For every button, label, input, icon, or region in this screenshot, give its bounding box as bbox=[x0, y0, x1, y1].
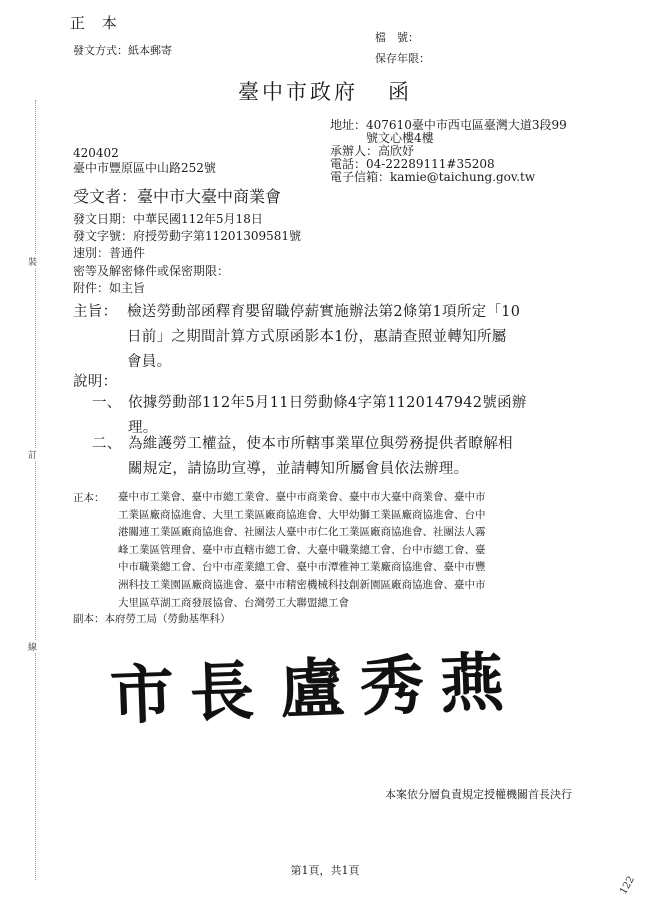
speed-label: 速別： bbox=[73, 246, 110, 260]
address-label: 地址： bbox=[330, 118, 367, 132]
mayor-signature bbox=[108, 644, 522, 735]
explanation-line: 關規定，請協助宣導，並請轉知所屬會員依法辦理。 bbox=[128, 461, 469, 477]
attachment-value: 如主旨 bbox=[109, 281, 146, 295]
number-label: 發文字號： bbox=[73, 229, 134, 243]
date-label: 發文日期： bbox=[73, 212, 134, 226]
copy-mark: 正 本 bbox=[70, 14, 123, 32]
send-method-value: 紙本郵寄 bbox=[128, 44, 172, 57]
recipient-street: 臺中市豐原區中山路252號 bbox=[73, 161, 216, 175]
signature-name: 盧秀燕 bbox=[278, 644, 522, 729]
copy-value: 本府勞工局（勞動基準科） bbox=[104, 613, 231, 625]
address-line2: 號文心樓4樓 bbox=[366, 131, 434, 145]
phone-label: 電話： bbox=[330, 157, 367, 171]
document-number bbox=[73, 229, 301, 243]
phone-value: 04-22289111#35208 bbox=[366, 157, 495, 171]
send-date bbox=[73, 212, 263, 226]
recipient-line bbox=[73, 187, 281, 207]
contact-person bbox=[330, 144, 414, 158]
email-value: kamie@taichung.gov.tw bbox=[390, 170, 536, 184]
corner-mark: 122 bbox=[618, 874, 638, 897]
file-number-label: 檔 號： bbox=[375, 31, 419, 44]
authorization-note: 本案依分層負責規定授權機關首長決行 bbox=[385, 788, 572, 801]
recipient-postcode: 420402 bbox=[73, 146, 119, 160]
date-value: 中華民國112年5月18日 bbox=[133, 212, 263, 226]
signature-title: 市長 bbox=[108, 653, 272, 735]
subject-label: 主旨： bbox=[73, 304, 118, 320]
binding-line bbox=[35, 100, 37, 880]
subject-line: 檢送勞動部函釋育嬰留職停薪實施辦法第2條第1項所定「10 bbox=[127, 304, 521, 320]
contact-value: 高欣妤 bbox=[378, 144, 415, 158]
recipient-label: 受文者： bbox=[73, 187, 138, 206]
title-org: 臺中市政府 bbox=[238, 80, 358, 104]
cc-label: 正本： bbox=[73, 492, 105, 504]
page-number: 第1頁，共1頁 bbox=[290, 864, 360, 877]
document-title bbox=[0, 76, 650, 106]
cc-line: 港關連工業區廠商協進會、社團法人臺中市仁化工業區廠商協進會、社團法人霧 bbox=[118, 526, 486, 539]
sender-address bbox=[330, 118, 567, 132]
explanation-item-2 bbox=[128, 432, 513, 482]
copy-recipient bbox=[73, 613, 231, 626]
cc-line: 臺中市工業會、臺中市總工業會、臺中市商業會、臺中市大臺中商業會、臺中市 bbox=[118, 491, 486, 503]
explanation-line: 理。 bbox=[128, 420, 158, 436]
cc-line: 洲科技工業園區廠商協進會、臺中市精密機械科技創新園區廠商協進會、臺中市 bbox=[118, 578, 486, 591]
cc-line: 峰工業區管理會、臺中市直轄市總工會、大臺中職業總工會、台中市總工會、臺 bbox=[118, 543, 486, 556]
explanation-label: 說明： bbox=[73, 374, 118, 390]
email-label: 電子信箱： bbox=[330, 170, 391, 184]
retention-label: 保存年限： bbox=[375, 52, 430, 65]
subject-line: 日前」之期間計算方式原函影本1份，惠請查照並轉知所屬 bbox=[127, 329, 507, 345]
attachment-label: 附件： bbox=[73, 281, 110, 295]
recipient-name: 臺中市大臺中商業會 bbox=[137, 187, 282, 206]
attachment bbox=[73, 281, 145, 295]
explanation-item-2-num: 二、 bbox=[92, 436, 122, 452]
subject-body bbox=[127, 300, 520, 375]
speed-class bbox=[73, 246, 145, 260]
cc-line: 工業區廠商協進會、大里工業區廠商協進會、大甲幼獅工業區廠商協進會、台中 bbox=[118, 508, 486, 521]
send-method bbox=[73, 44, 172, 57]
number-value: 府授勞動字第11201309581號 bbox=[133, 229, 301, 243]
contact-label: 承辦人： bbox=[330, 144, 379, 158]
explanation-line: 依據勞動部112年5月11日勞動條4字第1120147942號函辦 bbox=[128, 395, 527, 411]
phone bbox=[330, 157, 495, 171]
cc-line: 中市職業總工會、台中市產業總工會、臺中市潭雅神工業廠商協進會、臺中市豐 bbox=[118, 561, 486, 574]
cc-list bbox=[118, 489, 588, 612]
email bbox=[330, 170, 535, 184]
copy-label: 副本： bbox=[73, 613, 105, 625]
send-method-label: 發文方式： bbox=[73, 44, 128, 57]
cc-line: 大里區草湖工商發展協會、台灣勞工大聯盟總工會 bbox=[118, 596, 349, 609]
speed-value: 普通件 bbox=[109, 246, 146, 260]
explanation-line: 為維護勞工權益，使本市所轄事業單位與勞務提供者瞭解相 bbox=[128, 436, 513, 452]
binding-mark-xian: 線 bbox=[28, 640, 37, 653]
secrecy-label: 密等及解密條件或保密期限： bbox=[73, 264, 230, 278]
binding-mark-ding: 訂 bbox=[28, 448, 37, 461]
explanation-item-1-num: 一、 bbox=[92, 395, 122, 411]
address-line1: 407610臺中市西屯區臺灣大道3段99 bbox=[366, 118, 567, 132]
binding-mark-zhuang: 裝 bbox=[28, 255, 37, 268]
subject-line: 會員。 bbox=[127, 354, 172, 370]
title-doc-type: 函 bbox=[388, 80, 412, 104]
